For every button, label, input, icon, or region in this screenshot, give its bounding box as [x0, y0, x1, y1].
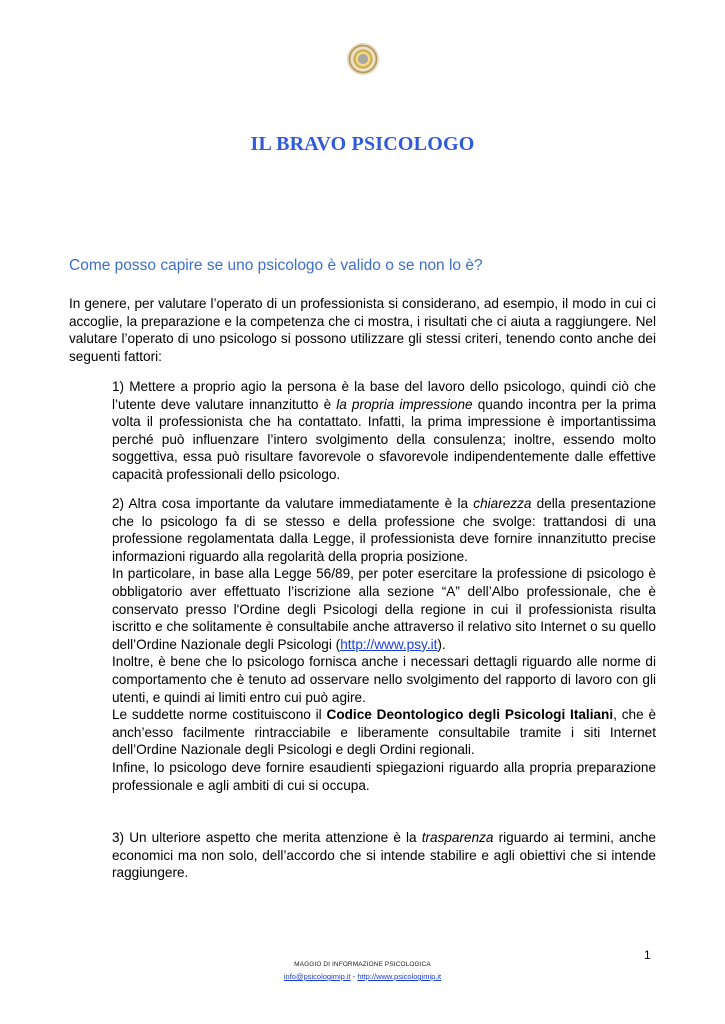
footer-email-link[interactable]: info@psicologimip.it [283, 972, 351, 981]
point-2-paragraph-1 [112, 495, 656, 565]
codice-deontologico-bold: Codice Deontologico degli Psicologi Italiani [326, 707, 614, 723]
point-2-paragraph-4 [112, 706, 656, 759]
point-1-text-a: 1) Mettere a proprio agio la persona è la base del lavoro dello psicologo, quindi ciò che l’utente deve valutare innanzitutto è [112, 379, 656, 412]
footer-contacts [0, 972, 725, 981]
point-2-text-a: 2) Altra cosa importante da valutare immediatamente è la [112, 496, 474, 511]
point-2-text-b: della presentazione che lo psicologo fa di se stesso e della professione che svolge: trattandosi di una professione regolamentata dalla Legge, il professionista deve fornire innanzitutto precise informazioni riguardo alla regolarità della propria posizione. [112, 496, 656, 564]
legge-text-end: ). [437, 636, 446, 652]
association-seal-icon [348, 44, 378, 74]
codice-text-a: Le suddette norme costituiscono il [112, 707, 327, 723]
section-question: Come posso capire se uno psicologo è valido o se non lo è? [69, 257, 483, 274]
point-1-text-b: quando incontra per la prima volta il professionista che ha contattato. Infatti, la prima impressione è importantissima perché può influenzare l’intero svolgimento della consulenza; inoltre, essendo molto soggettiva, essa può risultare favorevole o sfavorevole indipendentemente dalle effettive capacità professionali dello psicologo. [112, 396, 657, 482]
page-number: 1 [644, 948, 651, 962]
point-1-paragraph [112, 378, 656, 484]
point-3-paragraph [112, 829, 656, 882]
point-2-paragraph-5: Infine, lo psicologo deve fornire esaudienti spiegazioni riguardo alla propria preparazione professionale e agli ambiti di cui si occupa. [112, 759, 656, 793]
point-2 [112, 495, 656, 794]
point-3-emphasis: trasparenza [421, 830, 494, 845]
point-3-text-b: riguardo ai termini, anche economici ma non solo, dell’accordo che si intende stabilire e agli obiettivi che si intende raggiungere. [112, 830, 656, 881]
point-1 [112, 378, 656, 484]
point-2-emphasis: chiarezza [473, 496, 532, 511]
footer-separator: - [350, 972, 358, 981]
psy-it-link[interactable]: http://www.psy.it [340, 636, 438, 652]
point-3-text-a: 3) Un ulteriore aspetto che merita attenzione è la [112, 830, 422, 845]
footer-website-link[interactable]: http://www.psicologimip.it [357, 972, 442, 981]
point-3 [112, 829, 656, 882]
point-1-emphasis: la propria impressione [336, 396, 473, 412]
footer-organization: MAGGIO DI INFORMAZIONE PSICOLOGICA [294, 961, 431, 968]
legge-text: In particolare, in base alla Legge 56/89, per poter esercitare la professione di psicologo è obbligatorio aver effettuato l’iscrizione alla sezione “A” dell’Albo professionale, che è conservato presso l'Ordine degli Psicologi della regione in cui il professionista risulta iscritto e che solitamente è consultabile anche attraverso il relativo sito Internet o su quello dell’Ordine Nazionale degli Psicologi ( [112, 566, 656, 652]
seal-center [358, 54, 368, 64]
point-2-paragraph-2 [112, 565, 656, 653]
page-title: IL BRAVO PSICOLOGO [250, 133, 475, 155]
codice-text-b: , che è anch’esso facilmente rintracciabile e liberamente consultabile tramite i siti Internet dell’Ordine Nazionale degli Psicologi e degli Ordini regionali. [112, 707, 657, 758]
point-2-paragraph-3: Inoltre, è bene che lo psicologo fornisca anche i necessari dettagli riguardo alle norme di comportamento che è tenuto ad osservare nello svolgimento del rapporto di lavoro con gli utenti, e quindi ai limiti entro cui può agire. [112, 654, 656, 705]
intro-paragraph: In genere, per valutare l’operato di un professionista si considerano, ad esempio, il modo in cui ci accoglie, la preparazione e la competenza che ci mostra, i risultati che ci aiuta a raggiungere. Nel valutare l’operato di uno psicologo si possono utilizzare gli stessi criteri, tenendo conto anche dei seguenti fattori: [69, 296, 656, 364]
